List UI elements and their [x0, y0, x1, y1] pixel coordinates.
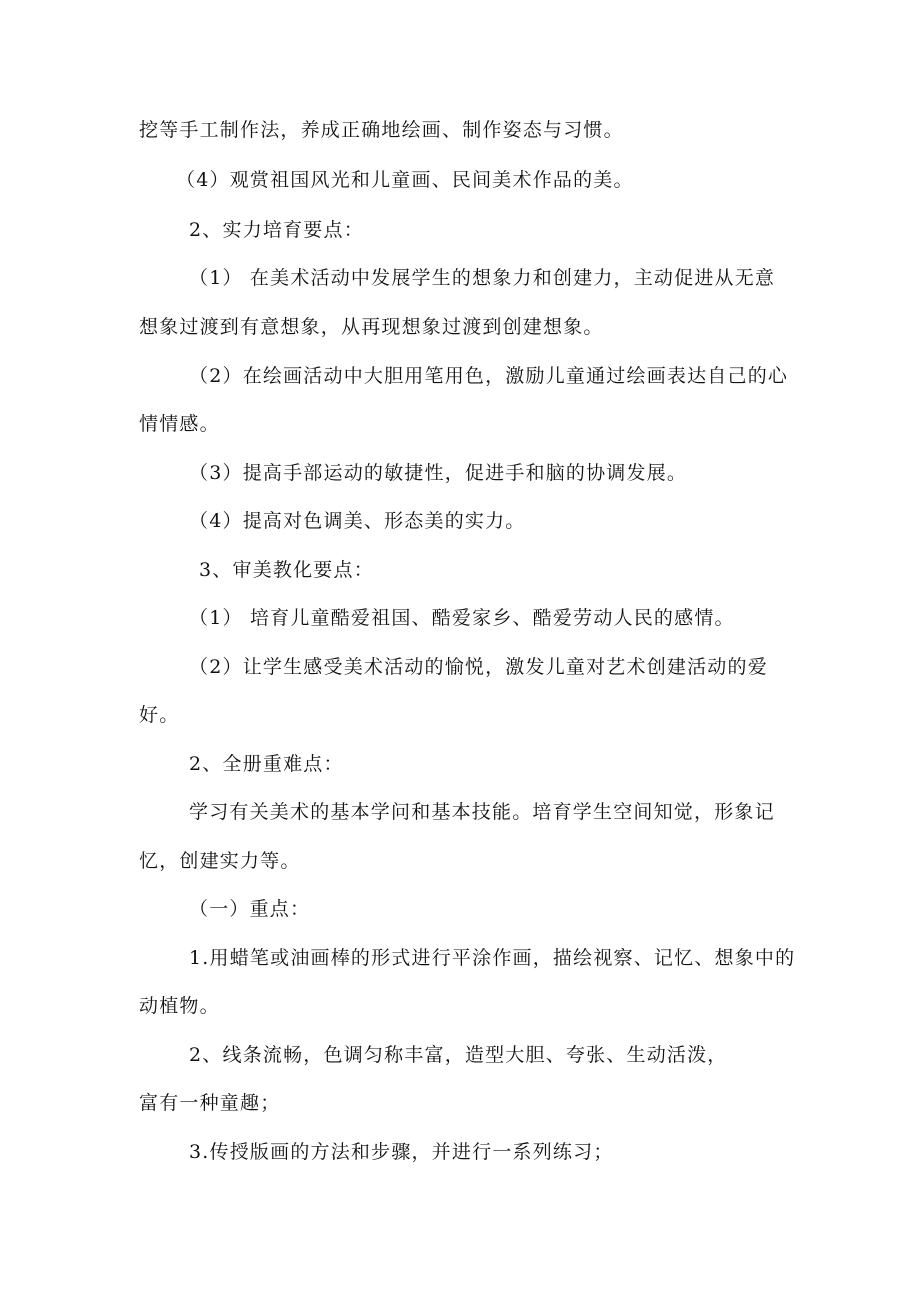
text-line: （4）提高对色调美、形态美的实力。	[189, 510, 526, 532]
text-line: 想象过渡到有意想象，从再现想象过渡到创建想象。	[139, 316, 604, 338]
text-line: （2）让学生感受美术活动的愉悦，激发儿童对艺术创建活动的爱	[189, 656, 768, 678]
text-line: （3）提高手部运动的敏捷性，促进手和脑的协调发展。	[189, 462, 688, 484]
section-heading: （一）重点：	[189, 898, 311, 920]
text-line: （1） 在美术活动中发展学生的想象力和创建力，主动促进从无意	[189, 267, 776, 289]
text-line: 动植物。	[139, 995, 220, 1017]
section-heading: 2、实力培育要点：	[189, 219, 364, 241]
text-line: 3.传授版画的方法和步骤，并进行一系列练习；	[189, 1141, 614, 1163]
text-line: 忆，创建实力等。	[139, 850, 301, 872]
text-line: （1） 培育儿童酷爱祖国、酷爱家乡、酷爱劳动人民的感情。	[189, 607, 735, 629]
text-line: （2）在绘画活动中大胆用笔用色，激励儿童通过绘画表达自己的心	[189, 365, 789, 387]
text-line: 情情感。	[139, 413, 220, 435]
text-line: 好。	[139, 704, 180, 726]
section-heading: 3、审美教化要点：	[199, 559, 374, 581]
text-line: 2、线条流畅，色调匀称丰富，造型大胆、夸张、生动活泼，	[189, 1044, 728, 1066]
text-line: 挖等手工制作法，养成正确地绘画、制作姿态与习惯。	[139, 119, 624, 141]
text-line: （4）观赏祖国风光和儿童画、民间美术作品的美。	[176, 169, 634, 191]
text-line: 富有一种童趣；	[139, 1092, 281, 1114]
section-heading: 2、全册重难点：	[189, 753, 344, 775]
text-line: 1.用蜡笔或油画棒的形式进行平涂作画，描绘视察、记忆、想象中的	[189, 947, 796, 969]
text-line: 学习有关美术的基本学问和基本技能。培育学生空间知觉，形象记	[189, 801, 775, 823]
